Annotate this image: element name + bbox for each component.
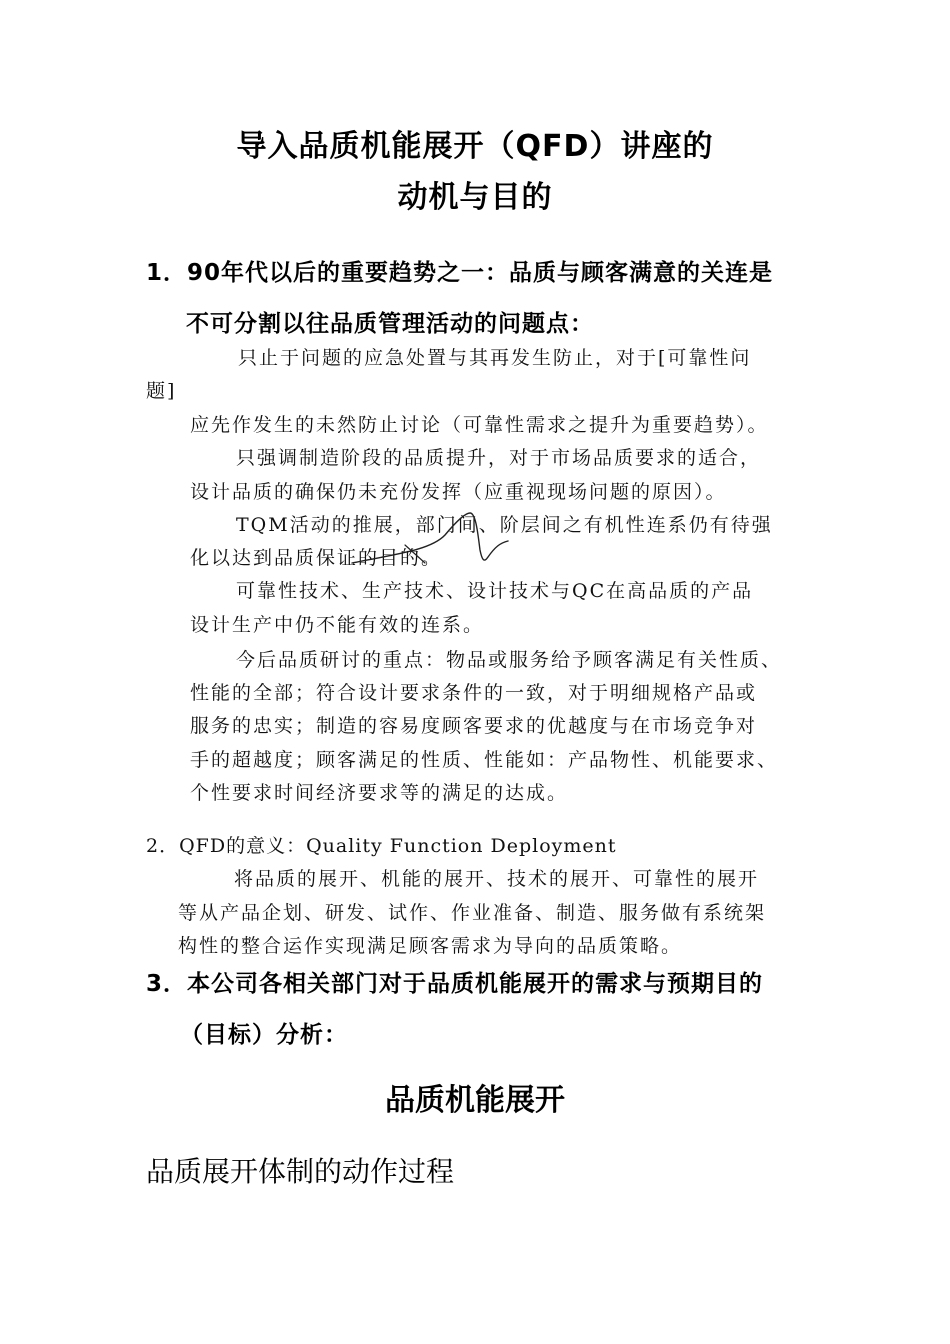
section1-line: 设计生产中仍不能有效的连系。 xyxy=(190,614,485,636)
section1-line: 题] xyxy=(146,380,177,402)
section1-line: 今后品质研讨的重点：物品或服务给予顾客满足有关性质、 xyxy=(236,649,783,671)
section1-line: 可靠性技术、生产技术、设计技术与QC在高品质的产品 xyxy=(236,580,754,602)
section1-line: 化以达到品质保证的目的。 xyxy=(190,547,443,569)
section1-line: 设计品质的确保仍未充份发挥（应重视现场问题的原因）。 xyxy=(190,481,727,503)
section1-line: 只止于问题的应急处置与其再发生防止，对于[可靠性问 xyxy=(238,347,752,369)
section1-line: 个性要求时间经济要求等的满足的达成。 xyxy=(190,782,569,804)
section1-heading: 1．90年代以后的重要趋势之一：品质与顾客满意的关连是 xyxy=(146,260,774,286)
document-title-line2: 动机与目的 xyxy=(397,180,553,215)
section1-line: 应先作发生的未然防止讨论（可靠性需求之提升为重要趋势）。 xyxy=(190,414,769,436)
section1-line: TQM活动的推展，部门间、阶层间之有机性连系仍有待强 xyxy=(236,514,773,536)
section2-line: 构性的整合运作实现满足顾客需求为导向的品质策略。 xyxy=(178,935,683,957)
section2-line: 将品质的展开、机能的展开、技术的展开、可靠性的展开 xyxy=(234,868,760,890)
section2-line: 等从产品企划、研发、试作、作业准备、制造、服务做有系统架 xyxy=(178,902,767,924)
section1-line: 只强调制造阶段的品质提升，对于市场品质要求的适合， xyxy=(236,447,762,469)
handwritten-scribble xyxy=(350,505,550,575)
big-heading: 品质机能展开 xyxy=(385,1083,565,1118)
section3-heading-cont: （目标）分析： xyxy=(180,1022,348,1048)
section1-heading-cont: 不可分割以往品质管理活动的问题点： xyxy=(186,311,594,337)
section1-line: 服务的忠实；制造的容易度顾客要求的优越度与在市场竞争对 xyxy=(190,715,758,737)
subheading: 品质展开体制的动作过程 xyxy=(146,1155,455,1188)
section2-heading: 2．QFD的意义：Quality Function Deployment xyxy=(146,835,617,857)
document-title-line1: 导入品质机能展开（QFD）讲座的 xyxy=(236,129,714,164)
section1-line: 手的超越度；顾客满足的性质、性能如：产品物性、机能要求、 xyxy=(190,749,779,771)
section1-line: 性能的全部；符合设计要求条件的一致，对于明细规格产品或 xyxy=(190,682,758,704)
section3-heading: 3．本公司各相关部门对于品质机能展开的需求与预期目的 xyxy=(146,971,764,997)
